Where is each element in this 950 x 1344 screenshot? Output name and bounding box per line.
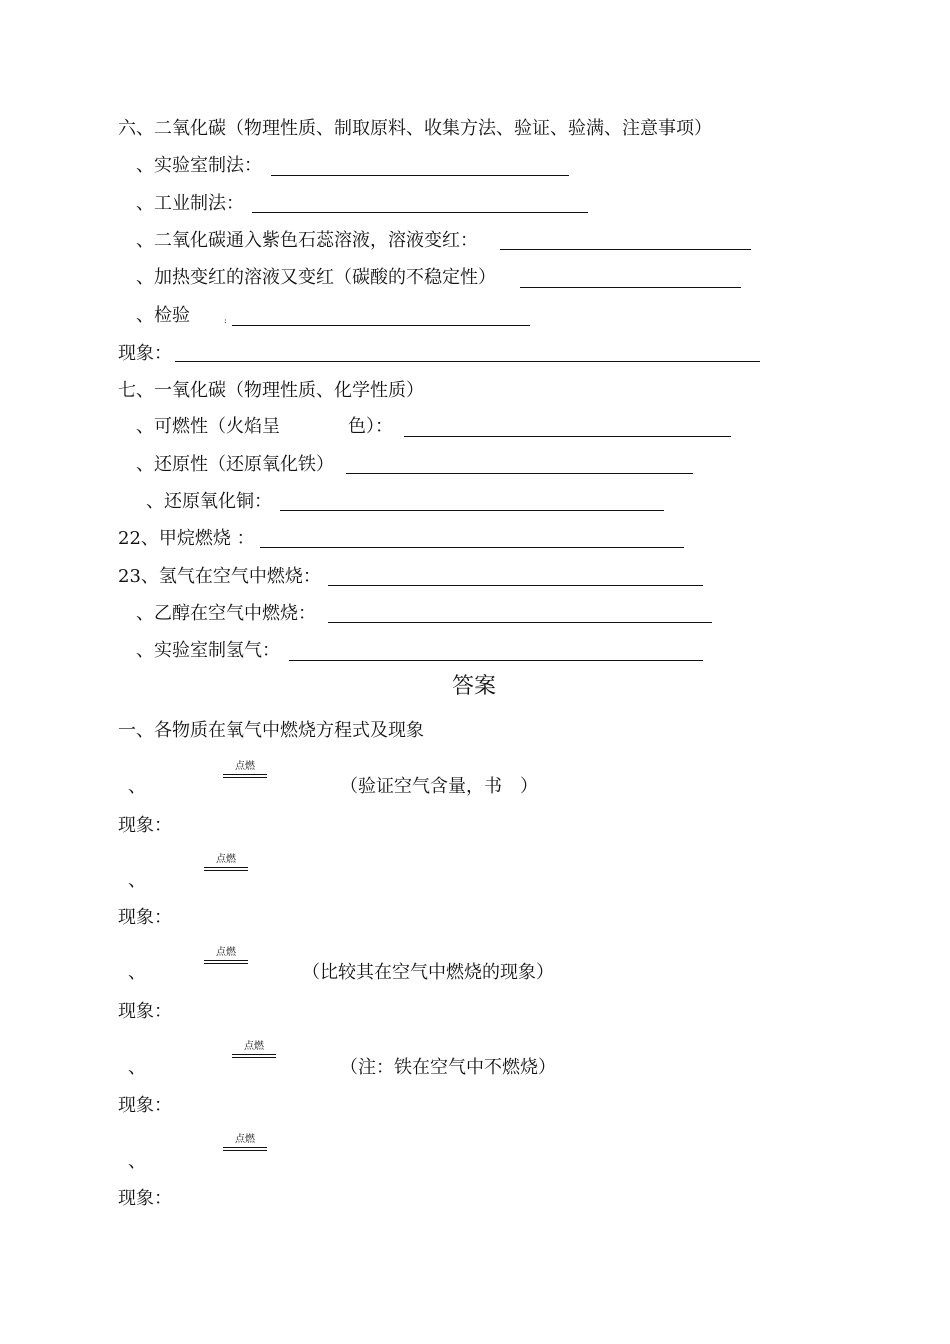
ignition-condition (223, 761, 267, 783)
answer-blank[interactable] (404, 436, 731, 437)
combustibility-label-end: 色）： (348, 416, 393, 437)
reduce-copper-oxide-label: 、还原氧化铜： (146, 491, 272, 512)
phenomenon-label: 现象： (118, 1095, 172, 1116)
ethanol-combustion-label: 、乙醇在空气中燃烧： (136, 603, 316, 624)
phenomenon-label: 现象： (118, 343, 172, 364)
ignition-condition (204, 947, 248, 969)
section7-heading: 七、一氧化碳（物理性质、化学性质） (118, 380, 424, 401)
answer-blank[interactable] (346, 473, 693, 474)
small-mark: : (224, 316, 227, 325)
carbonic-acid-label: 、加热变红的溶液又变红（碳酸的不稳定性） (136, 267, 496, 288)
ignition-label: 点燃 (216, 947, 236, 958)
answer-blank[interactable] (252, 212, 588, 213)
ignition-label: 点燃 (235, 761, 255, 772)
answer-blank[interactable] (232, 325, 530, 326)
equation-bullet: 、 (128, 776, 146, 797)
answer-blank[interactable] (328, 622, 712, 623)
phenomenon-label: 现象： (118, 1001, 172, 1022)
section6-heading: 六、二氧化碳（物理性质、制取原料、收集方法、验证、验满、注意事项） (118, 118, 712, 139)
answer-blank[interactable] (175, 361, 760, 362)
ignition-label: 点燃 (235, 1134, 255, 1145)
combustibility-label: 、可燃性（火焰呈 (136, 416, 280, 437)
industrial-preparation-label: 、工业制法： (136, 193, 244, 214)
methane-combustion-label: 22、甲烷燃烧 ： (118, 528, 255, 549)
answers-title: 答案 (452, 674, 497, 699)
answers-heading: 一、各物质在氧气中燃烧方程式及现象 (118, 720, 424, 741)
reduce-iron-oxide-label: 、还原性（还原氧化铁） (136, 454, 334, 475)
ignition-condition (232, 1041, 276, 1063)
phenomenon-label: 现象： (118, 815, 172, 836)
equation-note: （比较其在空气中燃烧的现象） (302, 962, 554, 983)
hydrogen-combustion-label: 23、氢气在空气中燃烧： (118, 566, 321, 587)
answer-blank[interactable] (280, 510, 664, 511)
ignition-label: 点燃 (244, 1041, 264, 1052)
answer-blank[interactable] (520, 287, 741, 288)
answer-blank[interactable] (500, 249, 751, 250)
equation-bullet: 、 (128, 870, 146, 891)
answer-blank[interactable] (271, 175, 569, 176)
lab-hydrogen-label: 、实验室制氢气： (136, 640, 280, 661)
equation-bullet: 、 (128, 962, 146, 983)
answer-blank[interactable] (289, 660, 703, 661)
ignition-condition (223, 1134, 267, 1156)
ignition-condition (204, 854, 248, 876)
phenomenon-label: 现象： (118, 907, 172, 928)
test-label: 、检验 (136, 305, 190, 326)
equation-bullet: 、 (128, 1151, 146, 1172)
phenomenon-label: 现象： (118, 1188, 172, 1209)
equation-note: （验证空气含量，书 ） (340, 776, 538, 797)
ignition-label: 点燃 (216, 854, 236, 865)
lab-preparation-label: 、实验室制法： (136, 155, 262, 176)
equation-bullet: 、 (128, 1057, 146, 1078)
litmus-reaction-label: 、二氧化碳通入紫色石蕊溶液，溶液变红： (136, 230, 478, 251)
equation-note: （注：铁在空气中不燃烧） (340, 1057, 556, 1078)
answer-blank[interactable] (260, 547, 684, 548)
answer-blank[interactable] (328, 585, 703, 586)
